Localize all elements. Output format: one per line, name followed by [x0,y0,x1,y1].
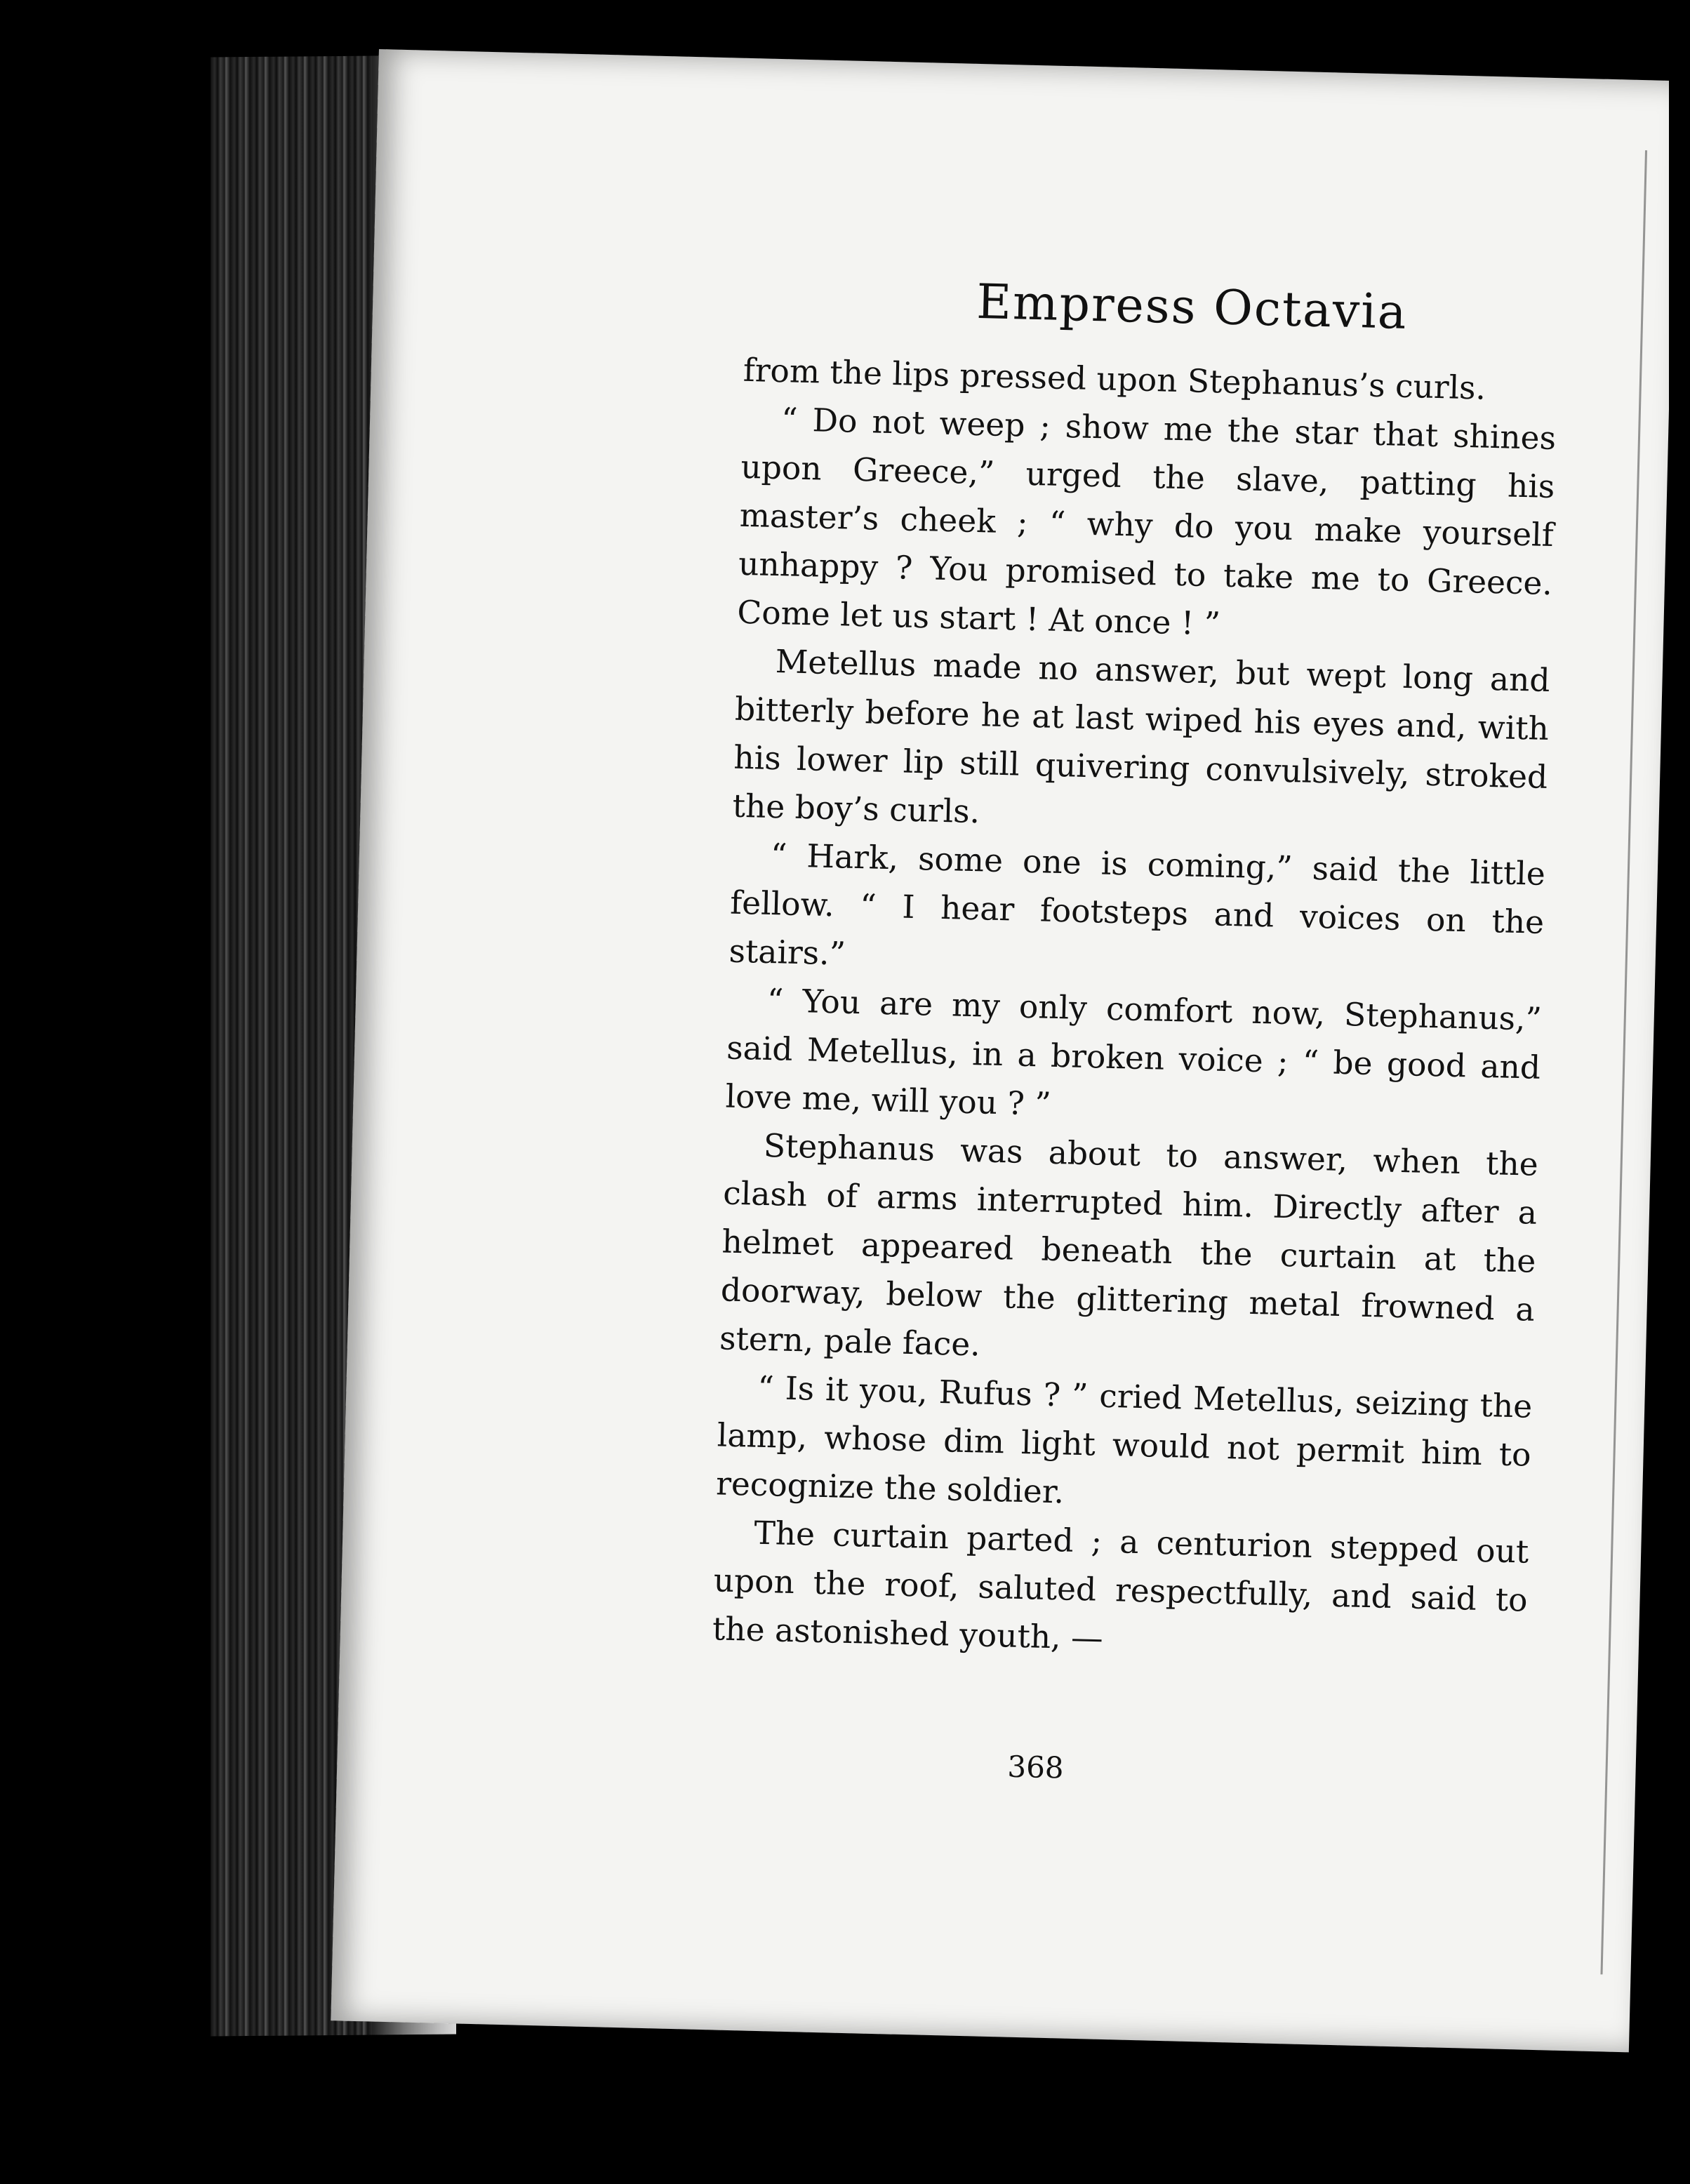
paragraph: from the lips pressed upon Stephanus’s curls. [743,351,1486,407]
paragraph: “ Do not weep ; show me the star that shines upon Greece,” urged the slave, patting his master’s cheek ; “ why do you make yourself unhappy ? You promised to take me to Greece. Come let us start ! At once ! ” [736,401,1557,643]
page-fold [1600,150,1647,1974]
body-text [712,346,1557,1673]
scan-border [1669,0,1690,2184]
paragraph: “ Is it you, Rufus ? ” cried Metellus, seizing the lamp, whose dim light would not permit him to recognize the soldier. [715,1369,1533,1511]
paragraph: Stephanus was about to answer, when the clash of arms interrupted him. Directly after a helmet appeared beneath the curtain at the doorway, below the glittering metal frowned a stern, pale face. [719,1126,1539,1364]
running-head: Empress Octavia [976,274,1409,340]
paragraph: “ Hark, some one is coming,” said the little fellow. “ I hear footsteps and voices on the stairs.” [728,836,1546,973]
page-number: 368 [1006,1749,1065,1785]
paragraph: The curtain parted ; a centurion stepped out upon the roof, saluted respectfully, and said to the astonished youth, — [712,1514,1529,1657]
paragraph: “ You are my only comfort now, Stephanus,” said Metellus, in a broken voice ; “ be good and love me, will you ? ” [725,981,1543,1123]
book-page [331,49,1677,2052]
paragraph: Metellus made no answer, but wept long and bitterly before he at last wiped his eyes and, with his lower lip still quivering convulsively, stroked the boy’s curls. [732,643,1551,831]
